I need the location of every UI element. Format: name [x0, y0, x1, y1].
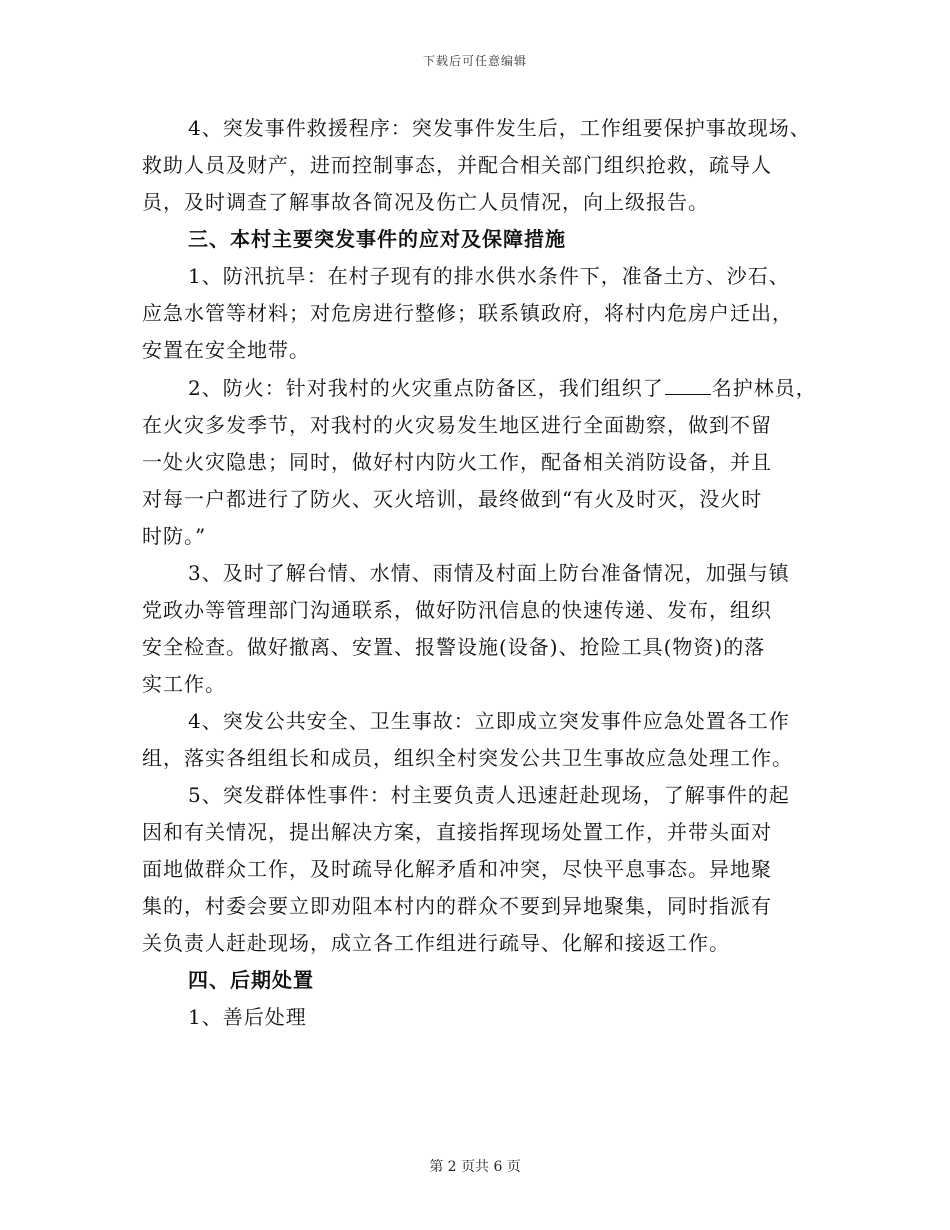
paragraph-line: 实工作。	[142, 672, 226, 696]
paragraph-line: 3、及时了解台情、水情、雨情及村面上防台准备情况，加强与镇	[188, 561, 790, 585]
section-heading-3: 三、本村主要突发事件的应对及保障措施	[188, 227, 566, 251]
paragraph-line: 关负责人赶赴现场，成立各工作组进行疏导、化解和接返工作。	[142, 931, 730, 955]
paragraph-line	[188, 376, 817, 400]
paragraph-line: 时防。”	[142, 524, 207, 548]
paragraph-line: 5、突发群体性事件：村主要负责人迅速赶赴现场，了解事件的起	[188, 783, 790, 807]
paragraph-line: 员，及时调查了解事故各简况及伤亡人员情况，向上级报告。	[142, 190, 709, 214]
paragraph-line: 面地做群众工作，及时疏导化解矛盾和冲突，尽快平息事态。异地聚	[142, 857, 772, 881]
paragraph-line: 安置在安全地带。	[142, 338, 310, 362]
paragraph-line: 4、突发公共安全、卫生事故：立即成立突发事件应急处置各工作	[188, 709, 790, 733]
line-text-after-blank: 名护林员，	[711, 376, 817, 400]
page-number-footer: 第 2 页共 6 页	[429, 1159, 521, 1175]
paragraph-line: 集的，村委会要立即劝阻本村内的群众不要到异地聚集，同时指派有	[142, 894, 772, 918]
paragraph-line: 在火灾多发季节，对我村的火灾易发生地区进行全面勘察，做到不留	[142, 413, 772, 437]
paragraph-line: 应急水管等材料；对危房进行整修；联系镇政府，将村内危房户迁出，	[142, 301, 793, 325]
paragraph-line: 1、善后处理	[188, 1005, 307, 1029]
paragraph-line: 4、突发事件救援程序：突发事件发生后，工作组要保护事故现场、	[188, 116, 811, 140]
paragraph-line: 党政办等管理部门沟通联系，做好防汛信息的快速传递、发布，组织	[142, 598, 772, 622]
paragraph-line: 安全检查。做好撤离、安置、报警设施(设备)、抢险工具(物资)的落	[142, 635, 766, 659]
section-heading-4: 四、后期处置	[188, 968, 314, 992]
paragraph-line: 救助人员及财产，进而控制事态，并配合相关部门组织抢救，疏导人	[142, 153, 772, 177]
fill-in-blank	[665, 376, 711, 395]
page-header-note: 下载后可任意编辑	[422, 54, 527, 68]
paragraph-line: 一处火灾隐患；同时，做好村内防火工作，配备相关消防设备，并且	[142, 450, 772, 474]
paragraph-line: 1、防汛抗旱：在村子现有的排水供水条件下，准备土方、沙石、	[188, 264, 790, 288]
paragraph-line: 组，落实各组组长和成员，组织全村突发公共卫生事故应急处理工作。	[142, 746, 793, 770]
paragraph-line: 因和有关情况，提出解决方案，直接指挥现场处置工作，并带头面对	[142, 820, 772, 844]
paragraph-line: 对每一户都进行了防火、灭火培训，最终做到“有火及时灭，没火时	[142, 487, 763, 511]
line-text-before-blank: 2、防火：针对我村的火灾重点防备区，我们组织了	[188, 376, 664, 400]
